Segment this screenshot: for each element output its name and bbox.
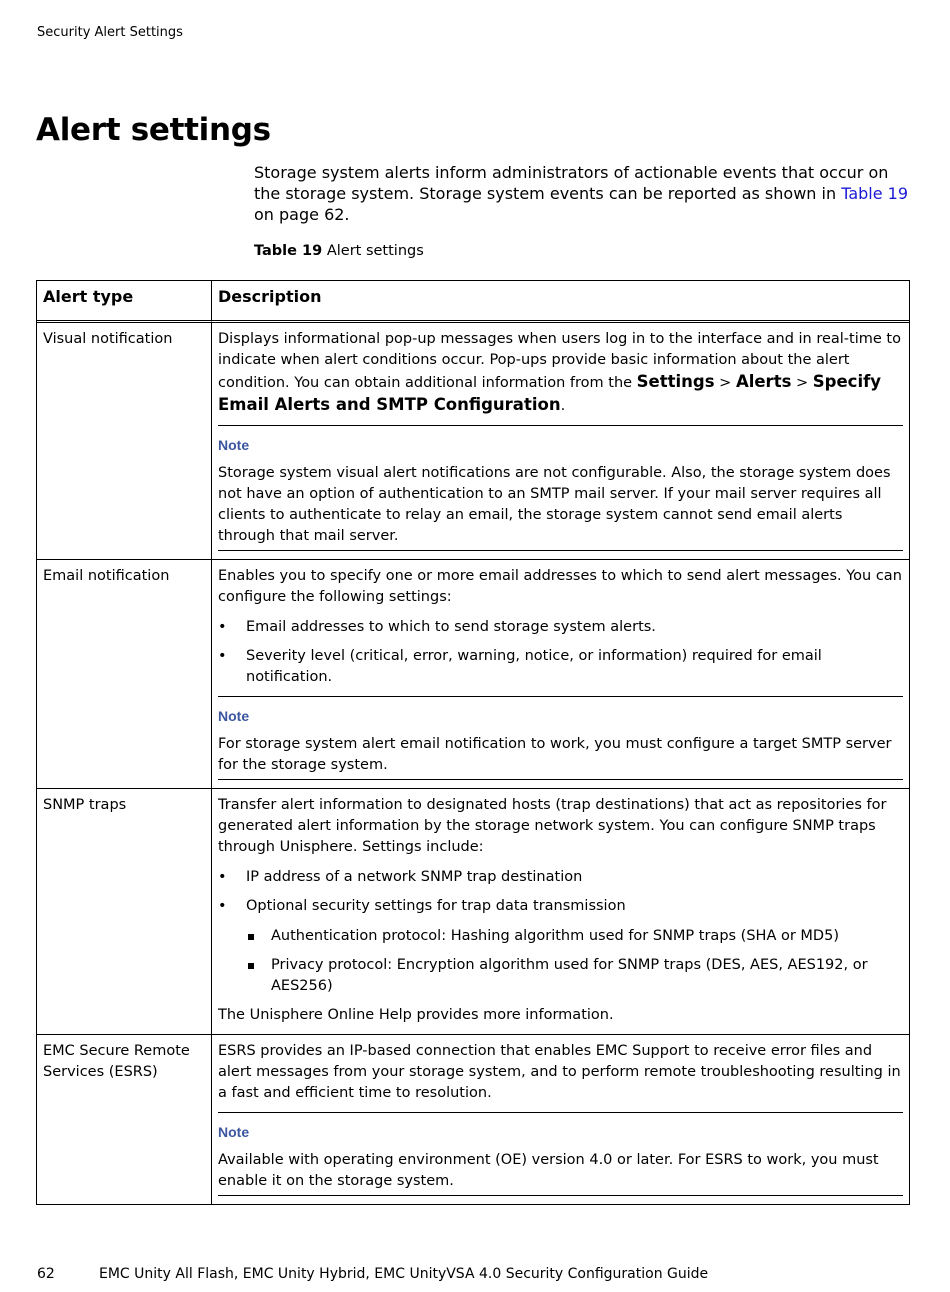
intro-paragraph bbox=[254, 162, 914, 225]
note-label: Note bbox=[218, 1124, 250, 1140]
running-header: Security Alert Settings bbox=[37, 25, 183, 40]
table-row bbox=[37, 788, 909, 1034]
table-19-link[interactable]: Table 19 bbox=[841, 184, 909, 203]
page-number: 62 bbox=[37, 1266, 55, 1282]
table-caption-label: Table 19 bbox=[254, 243, 323, 259]
bullet-list bbox=[218, 617, 903, 688]
note-label: Note bbox=[218, 708, 250, 724]
description-text: ESRS provides an IP-based connection that enables EMC Support to receive error files and alert messages from your storage system, and to perform remote troubleshooting resulting in a fast and efficient time to resolution. bbox=[218, 1043, 901, 1101]
alert-type-cell: Visual notification bbox=[37, 323, 212, 559]
description-cell bbox=[212, 559, 909, 788]
alert-type-cell: Email notification bbox=[37, 559, 212, 788]
page-title: Alert settings bbox=[36, 112, 271, 148]
table-row bbox=[37, 323, 909, 559]
list-item: • IP address of a network SNMP trap destination bbox=[218, 867, 903, 888]
header-description: Description bbox=[212, 281, 909, 323]
intro-text-end: on page 62. bbox=[254, 205, 350, 224]
alert-settings-table bbox=[36, 280, 910, 1205]
table-row bbox=[37, 559, 909, 788]
alert-type-cell: EMC Secure Remote Services (ESRS) bbox=[37, 1034, 212, 1204]
description-text: Enables you to specify one or more email addresses to which to send alert messages. You can configure the following settings: bbox=[218, 568, 902, 605]
menu-path-separator: > bbox=[791, 375, 813, 391]
table-header-row bbox=[37, 281, 909, 323]
alert-type-cell: SNMP traps bbox=[37, 788, 212, 1034]
note-box bbox=[218, 1112, 903, 1196]
list-item: • Email addresses to which to send storage system alerts. bbox=[218, 617, 903, 638]
note-text: For storage system alert email notification to work, you must configure a target SMTP server for the storage system. bbox=[218, 736, 892, 773]
menu-path-email-alerts: Specify Email Alerts and SMTP Configuration bbox=[218, 372, 882, 414]
table-caption-text: Alert settings bbox=[322, 243, 424, 259]
sub-list-item: Privacy protocol: Encryption algorithm used for SNMP traps (DES, AES, AES192, or AES256) bbox=[218, 955, 903, 997]
footer-doc-title: EMC Unity All Flash, EMC Unity Hybrid, EMC UnityVSA 4.0 Security Configuration Guide bbox=[99, 1266, 709, 1282]
note-label: Note bbox=[218, 437, 250, 453]
note-text: Storage system visual alert notifications are not configurable. Also, the storage system does not have an option of authentication to an SMTP mail server. If your mail server requires all clients to authenticate to relay an email, the storage system cannot send email alerts through that mail server. bbox=[218, 465, 891, 544]
menu-path-separator: > bbox=[714, 375, 736, 391]
sub-list-item: Authentication protocol: Hashing algorithm used for SNMP traps (SHA or MD5) bbox=[218, 926, 903, 947]
description-cell bbox=[212, 1034, 909, 1204]
menu-path-settings: Settings bbox=[636, 372, 715, 391]
header-alert-type: Alert type bbox=[37, 281, 212, 323]
note-box bbox=[218, 696, 903, 780]
sub-bullet-list bbox=[218, 926, 903, 997]
description-cell bbox=[212, 788, 909, 1034]
table-caption bbox=[254, 243, 424, 259]
note-text: Available with operating environment (OE) version 4.0 or later. For ESRS to work, you must enable it on the storage system. bbox=[218, 1152, 879, 1189]
note-box bbox=[218, 425, 903, 551]
list-item: • Severity level (critical, error, warning, notice, or information) required for email notification. bbox=[218, 646, 903, 688]
intro-text: Storage system alerts inform administrators of actionable events that occur on the storage system. Storage system events can be reported as shown in bbox=[254, 163, 889, 203]
description-start: Displays informational pop-up messages when users log in to the interface and in real-time to indicate when alert conditions occur. Pop-ups provide basic information about the alert condition. You can obtain additional information from the bbox=[218, 331, 901, 391]
description-text bbox=[218, 329, 903, 417]
table-row bbox=[37, 1034, 909, 1204]
closing-text: The Unisphere Online Help provides more information. bbox=[218, 1007, 614, 1023]
description-text: Transfer alert information to designated hosts (trap destinations) that act as repositories for generated alert information by the storage network system. You can configure SNMP traps through Unisphere. Settings include: bbox=[218, 797, 887, 855]
bullet-list bbox=[218, 867, 903, 917]
menu-path-alerts: Alerts bbox=[735, 372, 792, 391]
description-cell bbox=[212, 323, 909, 559]
page-footer bbox=[37, 1266, 708, 1282]
list-item: • Optional security settings for trap data transmission bbox=[218, 896, 903, 917]
description-end: . bbox=[560, 398, 566, 414]
